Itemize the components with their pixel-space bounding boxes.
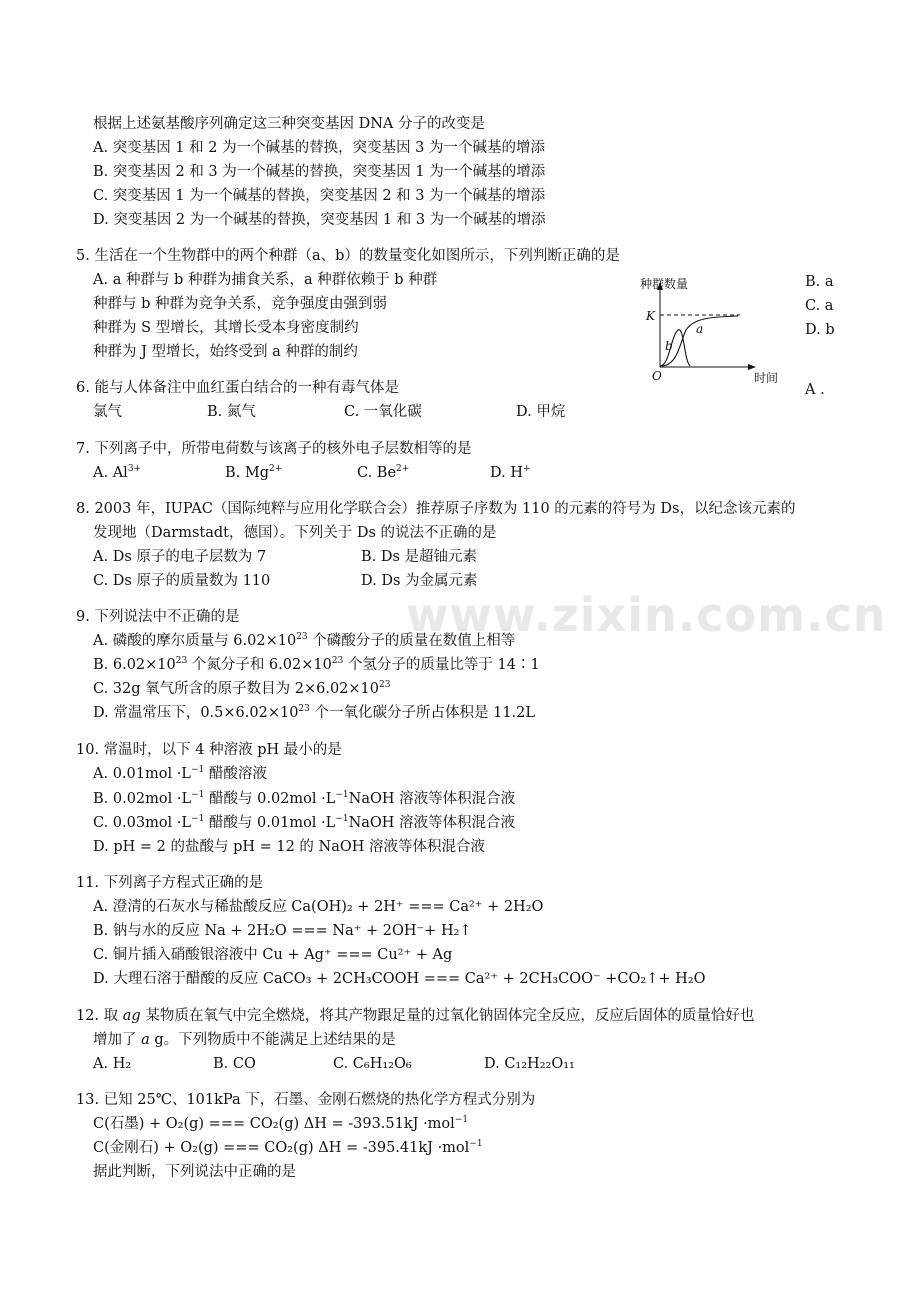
- q12-option-b: B. CO: [213, 1056, 256, 1072]
- q4-option-c: C. 突变基因 1 为一个碱基的替换，突变基因 2 和 3 为一个碱基的增添: [93, 188, 546, 204]
- graph-k-label: K: [646, 309, 655, 323]
- q9-b-part2: 个氮分子和 6.02×10: [187, 657, 332, 673]
- q12-var-ag: ag: [122, 1008, 141, 1024]
- q7-stem: 7. 下列离子中，所带电荷数与该离子的核外电子层数相等的是: [76, 441, 472, 457]
- q5-option-d: 种群为 J 型增长，始终受到 a 种群的制约: [93, 344, 358, 360]
- q9-option-c: [93, 679, 390, 699]
- q5-option-c: 种群为 S 型增长，其增长受本身密度制约: [93, 320, 359, 336]
- graph-ylabel: 种群数量: [640, 277, 689, 291]
- q13-eq2-text: C(金刚石) + O₂(g) === CO₂(g) ΔH = -395.41kJ ·mol: [93, 1140, 470, 1156]
- q11-option-d: D. 大理石溶于醋酸的反应 CaCO₃ + 2CH₃COOH === Ca²⁺ + 2CH₃COO⁻ +CO₂↑+ H₂O: [93, 971, 706, 987]
- q10-option-d: D. pH = 2 的盐酸与 pH = 12 的 NaOH 溶液等体积混合液: [93, 839, 486, 855]
- q13-judge: 据此判断，下列说法中正确的是: [93, 1164, 296, 1180]
- q10-b-part3: NaOH 溶液等体积混合液: [348, 791, 516, 807]
- q9-option-d: [93, 703, 535, 723]
- q6-option-c: C. 一氧化碳: [344, 404, 422, 420]
- q4-intro: 根据上述氨基酸序列确定这三种突变基因 DNA 分子的改变是: [93, 116, 486, 132]
- q9-b-part1: B. 6.02×10: [93, 657, 176, 673]
- q10-c-sup2: −1: [335, 814, 349, 824]
- q13-stem: 13. 已知 25℃、101kPa 下，石墨、金刚石燃烧的热化学方程式分别为: [76, 1092, 536, 1108]
- q10-option-a: [93, 764, 267, 784]
- q7-option-c-text: C. Be: [357, 465, 397, 481]
- q13-equation-graphite: [93, 1114, 468, 1134]
- q4-option-d: D. 突变基因 2 为一个碱基的替换，突变基因 1 和 3 为一个碱基的增添: [93, 212, 546, 228]
- q8-option-a: A. Ds 原子的电子层数为 7: [93, 549, 267, 565]
- q9-a-part1: A. 磷酸的摩尔质量与 6.02×10: [93, 633, 297, 649]
- q12-stem1-b: 某物质在氧气中完全燃烧，将其产物跟足量的过氧化钠固体完全反应，反应后固体的质量恰好也: [140, 1008, 755, 1024]
- q5-side-d: D. b: [805, 322, 835, 338]
- q8-option-d: D. Ds 为金属元素: [361, 573, 478, 589]
- q9-a-sup: 23: [296, 632, 308, 642]
- q7-option-a: [93, 463, 141, 483]
- q5-option-b: 种群与 b 种群为竞争关系，竞争强度由强到弱: [93, 296, 387, 312]
- q9-option-a: [93, 631, 515, 651]
- q12-option-d: D. C₁₂H₂₂O₁₁: [484, 1056, 575, 1072]
- q10-b-part2: 醋酸与 0.02mol ·L: [204, 791, 336, 807]
- q13-equation-diamond: [93, 1138, 483, 1158]
- q10-b-sup1: −1: [191, 790, 205, 800]
- q9-stem: 9. 下列说法中不正确的是: [76, 609, 240, 625]
- q9-d-part2: 个一氧化碳分子所占体积是 11.2L: [309, 705, 536, 721]
- q10-a-part1: A. 0.01mol ·L: [93, 766, 191, 782]
- q7-option-c-sup: 2+: [396, 464, 410, 474]
- q7-option-b-text: B. Mg: [225, 465, 270, 481]
- q10-c-part1: C. 0.03mol ·L: [93, 815, 192, 831]
- q4-option-b: B. 突变基因 2 和 3 为一个碱基的替换，突变基因 1 为一个碱基的增添: [93, 164, 546, 180]
- graph-xlabel: 时间: [754, 371, 779, 385]
- q5-stem: 5. 生活在一个生物群中的两个种群（a、b）的数量变化如图所示，下列判断正确的是: [76, 248, 620, 264]
- q9-a-part2: 个磷酸分子的质量在数值上相等: [307, 633, 516, 649]
- q9-d-part1: D. 常温常压下，0.5×6.02×10: [93, 705, 299, 721]
- q9-c-part1: C. 32g 氧气所含的原子数目为 2×6.02×10: [93, 681, 380, 697]
- q9-c-sup: 23: [379, 680, 391, 690]
- q8-option-c: C. Ds 原子的质量数为 110: [93, 573, 271, 589]
- q11-option-c: C. 铜片插入硝酸银溶液中 Cu + Ag⁺ === Cu²⁺ + Ag: [93, 947, 453, 963]
- q10-c-sup1: −1: [191, 814, 205, 824]
- q6-option-a: 氯气: [93, 404, 122, 420]
- q6-side-a: A .: [805, 382, 825, 398]
- q12-stem1-a: 12. 取: [76, 1008, 123, 1024]
- q9-d-sup: 23: [298, 704, 310, 714]
- q5-option-a: A. a 种群与 b 种群为捕食关系，a 种群依赖于 b 种群: [93, 272, 438, 288]
- watermark: www.zixin.com.cn: [406, 588, 887, 642]
- q7-option-d: [490, 463, 531, 483]
- q7-option-d-text: D. H: [490, 465, 523, 481]
- q11-stem: 11. 下列离子方程式正确的是: [76, 875, 264, 891]
- q4-option-a: A. 突变基因 1 和 2 为一个碱基的替换，突变基因 3 为一个碱基的增添: [93, 140, 546, 156]
- x-axis-arrow: [748, 364, 756, 370]
- q9-option-b: [93, 655, 540, 675]
- graph-curve-a-label: a: [696, 322, 704, 336]
- q10-option-c: [93, 813, 515, 833]
- q10-a-part2: 醋酸溶液: [204, 766, 267, 782]
- q7-option-b: [225, 463, 282, 483]
- q8-stem-line2: 发现地（Darmstadt，德国）。下列关于 Ds 的说法不正确的是: [93, 525, 497, 541]
- q9-b-part3: 个氢分子的质量比等于 14∶1: [343, 657, 540, 673]
- population-graph: [630, 270, 790, 390]
- q13-eq1-sup: −1: [454, 1115, 469, 1125]
- q10-c-part3: NaOH 溶液等体积混合液: [348, 815, 516, 831]
- q12-stem2-a: 增加了: [93, 1032, 142, 1048]
- q12-option-a: A. H₂: [93, 1056, 132, 1072]
- q6-option-b: B. 氮气: [207, 404, 256, 420]
- q7-option-a-text: A. Al: [93, 465, 128, 481]
- q12-stem2-b: g。下列物质中不能满足上述结果的是: [149, 1032, 396, 1048]
- q10-b-part1: B. 0.02mol ·L: [93, 791, 192, 807]
- q13-eq1-text: C(石墨) + O₂(g) === CO₂(g) ΔH = -393.51kJ ·mol: [93, 1116, 455, 1132]
- q7-option-d-sup: +: [522, 464, 531, 474]
- q12-var-a: a: [141, 1032, 150, 1048]
- q9-b-sup1: 23: [175, 656, 188, 666]
- q6-option-d: D. 甲烷: [516, 404, 566, 420]
- graph-curve-b-label: b: [665, 339, 673, 353]
- graph-origin-label: O: [652, 369, 662, 383]
- q5-side-c: C. a: [805, 298, 834, 314]
- q10-stem: 10. 常温时，以下 4 种溶液 pH 最小的是: [76, 742, 342, 758]
- q10-c-part2: 醋酸与 0.01mol ·L: [204, 815, 336, 831]
- q10-b-sup2: −1: [335, 790, 349, 800]
- q6-stem: 6. 能与人体备注中血红蛋白结合的一种有毒气体是: [76, 380, 399, 396]
- q13-eq2-sup: −1: [469, 1139, 483, 1149]
- q8-stem-line1: 8. 2003 年，IUPAC（国际纯粹与应用化学联合会）推荐原子序数为 110 的元素的符号为 Ds，以纪念该元素的: [76, 501, 796, 517]
- q7-option-a-sup: 3+: [127, 464, 142, 474]
- q9-b-sup2: 23: [331, 656, 344, 666]
- q10-option-b: [93, 789, 515, 809]
- q11-option-b: B. 钠与水的反应 Na + 2H₂O === Na⁺ + 2OH⁻+ H₂↑: [93, 923, 472, 939]
- q11-option-a: A. 澄清的石灰水与稀盐酸反应 Ca(OH)₂ + 2H⁺ === Ca²⁺ + 2H₂O: [93, 899, 544, 915]
- q12-stem-line1: [76, 1006, 754, 1026]
- q7-option-b-sup: 2+: [269, 464, 283, 474]
- q7-option-c: [357, 463, 409, 483]
- q12-option-c: C. C₆H₁₂O₆: [333, 1056, 412, 1072]
- q10-a-sup: −1: [190, 765, 205, 775]
- q12-stem-line2: [93, 1030, 396, 1050]
- q5-side-b: B. a: [805, 274, 834, 290]
- q8-option-b: B. Ds 是超铀元素: [361, 549, 478, 565]
